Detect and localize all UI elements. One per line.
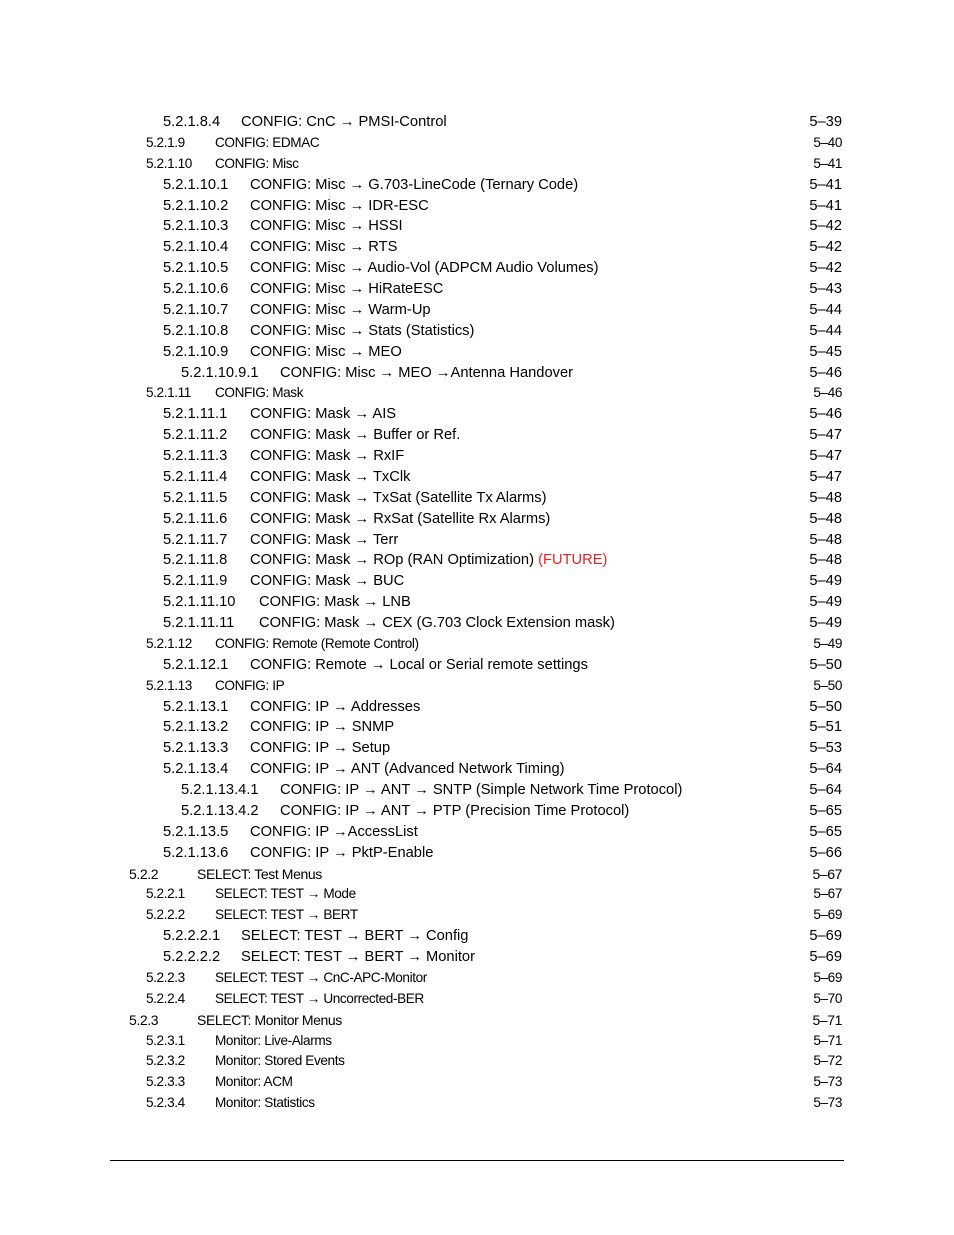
toc-entry[interactable]: [0, 989, 954, 1010]
toc-entry-title: [215, 905, 359, 926]
toc-entry-page: 5–65: [806, 822, 842, 843]
toc-entry-title-text: SELECT: TEST → BERT → Config: [241, 928, 469, 945]
toc-entry-page: 5–51: [806, 717, 842, 738]
toc-entry-page: 5–47: [806, 446, 842, 467]
toc-entry-title: [215, 1093, 316, 1114]
toc-entry-page: 5–67: [806, 864, 842, 885]
toc-entry[interactable]: [0, 175, 954, 196]
toc-entry-title: [215, 676, 285, 697]
toc-entry-title-text: CONFIG: Mask: [215, 385, 304, 401]
toc-entry[interactable]: [0, 216, 954, 237]
toc-entry-title: [250, 759, 566, 780]
toc-entry-number: 5.2.1.11.5: [163, 489, 228, 506]
toc-entry-number: 5.2.1.13.4.2: [181, 802, 259, 819]
toc-entry-title-text: CONFIG: Mask → AIS: [250, 406, 397, 423]
toc-entry-number: 5.2.1.13.4: [163, 761, 229, 778]
toc-entry-title-text: CONFIG: Mask → RxIF: [250, 448, 405, 464]
toc-entry-page: 5–47: [806, 425, 842, 446]
toc-entry-number: 5.2.1.13.1: [163, 698, 229, 715]
toc-entry-page: 5–42: [806, 216, 842, 237]
toc-entry-title-text: CONFIG: Mask → BUC: [250, 573, 405, 590]
toc-entry-title-text: CONFIG: Misc → IDR-ESC: [250, 197, 429, 214]
toc-entry-page: 5–67: [806, 884, 842, 905]
toc-entry-page: 5–70: [806, 989, 842, 1010]
toc-entry-page: 5–46: [806, 383, 842, 404]
toc-entry-title: [250, 237, 398, 258]
toc-entry[interactable]: [0, 697, 954, 718]
toc-entry-title: [215, 968, 428, 989]
toc-entry-page: 5–69: [806, 905, 842, 926]
toc-entry-number: 5.2.1.11.11: [163, 615, 235, 631]
toc-entry[interactable]: [0, 655, 954, 676]
toc-entry-number: 5.2.2.1: [146, 886, 185, 902]
toc-entry-title: [280, 801, 630, 822]
toc-entry-number: 5.2.1.11.7: [163, 531, 228, 548]
toc-entry-page: 5–44: [806, 321, 842, 342]
toc-entry-page: 5–45: [806, 342, 842, 363]
table-of-contents: [0, 112, 954, 1114]
toc-entry-page: 5–46: [806, 363, 842, 384]
toc-entry-title-text: Monitor: Live-Alarms: [215, 1032, 332, 1048]
toc-entry[interactable]: [0, 884, 954, 905]
toc-entry-title: [250, 321, 475, 342]
toc-entry-title: [250, 655, 589, 676]
toc-entry-title: [250, 488, 548, 509]
toc-entry-title-text: CONFIG: Mask → Buffer or Ref.: [250, 427, 461, 444]
toc-entry-title: [215, 1072, 294, 1093]
toc-entry-number: 5.2.1.13: [146, 677, 192, 693]
toc-entry-number: 5.2.2.3: [146, 969, 185, 985]
toc-entry-page: 5–73: [806, 1072, 842, 1093]
toc-entry-title: [250, 738, 391, 759]
toc-entry-title-text: CONFIG: Mask → LNB: [259, 594, 411, 611]
toc-entry[interactable]: [0, 509, 954, 530]
toc-entry-page: 5–66: [806, 843, 842, 864]
toc-entry[interactable]: [0, 425, 954, 446]
toc-entry[interactable]: [0, 968, 954, 989]
toc-entry-title-text: CONFIG: Misc → Stats (Statistics): [250, 322, 475, 339]
toc-entry-page: 5–69: [806, 926, 842, 947]
toc-entry-title: [250, 571, 405, 592]
toc-entry-title-text: CONFIG: IP → Setup: [250, 740, 391, 757]
toc-entry-page: 5–65: [806, 801, 842, 822]
toc-entry[interactable]: [0, 864, 954, 885]
toc-entry-page: 5–41: [806, 196, 842, 217]
toc-entry-title: [250, 446, 405, 467]
toc-entry-number: 5.2.2: [129, 865, 159, 882]
toc-entry-page: 5–46: [806, 404, 842, 425]
toc-entry[interactable]: [0, 258, 954, 279]
toc-entry-title-text: SELECT: TEST → BERT → Monitor: [241, 949, 475, 965]
toc-entry-title: [250, 530, 399, 551]
toc-entry[interactable]: [0, 947, 954, 968]
toc-entry-title: [250, 467, 411, 488]
toc-entry[interactable]: [0, 613, 954, 634]
toc-entry-title-text: CONFIG: Remote (Remote Control): [215, 635, 419, 651]
toc-entry[interactable]: [0, 196, 954, 217]
toc-entry[interactable]: [0, 446, 954, 467]
toc-entry-title: [280, 363, 574, 384]
toc-entry-number: 5.2.1.11.1: [163, 406, 228, 423]
toc-entry-title: [250, 196, 430, 217]
toc-entry[interactable]: [0, 1093, 954, 1114]
toc-entry-title: [250, 697, 421, 718]
toc-entry-title-text: CONFIG: Mask → TxClk: [250, 468, 411, 485]
toc-entry-number: 5.2.1.13.2: [163, 719, 229, 736]
toc-entry-number: 5.2.1.13.6: [163, 844, 229, 861]
toc-entry-page: 5–53: [806, 738, 842, 759]
toc-entry-page: 5–64: [806, 780, 842, 801]
toc-entry-title: [250, 342, 403, 363]
toc-entry-title-text: CONFIG: Misc → MEO: [250, 343, 402, 360]
toc-entry-page: 5–49: [806, 634, 842, 655]
toc-entry-title: [250, 717, 395, 738]
toc-entry-title-text: SELECT: TEST → BERT: [215, 907, 358, 923]
toc-entry[interactable]: [0, 550, 954, 571]
toc-entry-title: [250, 843, 434, 864]
toc-entry-page: 5–42: [806, 237, 842, 258]
toc-entry-title-text: CONFIG: Misc → Audio-Vol (ADPCM Audio Volumes): [250, 260, 599, 277]
toc-entry-page: 5–73: [806, 1093, 842, 1114]
toc-entry-page: 5–39: [806, 112, 842, 133]
toc-entry-number: 5.2.3.2: [146, 1053, 185, 1069]
toc-entry[interactable]: [0, 1031, 954, 1052]
toc-entry-title: [250, 175, 579, 196]
toc-entry-title: [215, 634, 420, 655]
toc-entry-title-text: SELECT: TEST → Mode: [215, 886, 356, 902]
toc-entry-number: 5.2.1.11.8: [163, 552, 228, 569]
toc-entry-number: 5.2.1.13.4.1: [181, 782, 259, 798]
toc-entry[interactable]: [0, 738, 954, 759]
toc-entry-number: 5.2.3.3: [146, 1074, 185, 1090]
toc-entry[interactable]: [0, 676, 954, 697]
toc-entry-number: 5.2.1.10: [146, 155, 192, 171]
toc-entry[interactable]: [0, 383, 954, 404]
toc-entry[interactable]: [0, 843, 954, 864]
toc-entry-title-text: SELECT: Monitor Menus: [197, 1011, 342, 1028]
toc-entry[interactable]: [0, 112, 954, 133]
toc-entry[interactable]: [0, 530, 954, 551]
toc-entry-number: 5.2.1.10.7: [163, 301, 229, 318]
toc-entry-page: 5–49: [806, 571, 842, 592]
toc-entry-title-text: CONFIG: EDMAC: [215, 134, 320, 150]
toc-entry-title: [197, 1010, 343, 1031]
toc-entry-number: 5.2.1.10.3: [163, 218, 229, 235]
toc-entry-number: 5.2.1.11: [146, 385, 191, 401]
toc-entry-number: 5.2.1.11.4: [163, 468, 228, 485]
toc-entry-number: 5.2.1.10.1: [163, 176, 229, 193]
toc-entry-title-text: CONFIG: Misc → HiRateESC: [250, 281, 444, 297]
toc-entry[interactable]: [0, 154, 954, 175]
toc-entry-title-text: SELECT: TEST → CnC-APC-Monitor: [215, 969, 427, 985]
toc-entry-number: 5.2.1.11.9: [163, 573, 228, 590]
toc-entry[interactable]: [0, 321, 954, 342]
toc-entry-title: [280, 780, 683, 801]
toc-entry[interactable]: [0, 467, 954, 488]
toc-entry-title-text: CONFIG: Mask → Terr: [250, 531, 399, 548]
toc-entry-title: [250, 550, 608, 571]
toc-entry-number: 5.2.1.11.2: [163, 427, 228, 444]
toc-entry-page: 5–69: [806, 968, 842, 989]
toc-entry-page: 5–69: [806, 947, 842, 968]
toc-entry[interactable]: [0, 1010, 954, 1031]
toc-entry-title-text: CONFIG: Misc → Warm-Up: [250, 301, 431, 318]
toc-entry-title-text: CONFIG: Misc → HSSI: [250, 218, 403, 235]
toc-entry-page: 5–41: [806, 154, 842, 175]
toc-entry-number: 5.2.1.11.6: [163, 510, 228, 527]
toc-entry-page: 5–50: [806, 676, 842, 697]
toc-entry[interactable]: [0, 1051, 954, 1072]
toc-entry-page: 5–44: [806, 300, 842, 321]
toc-entry-title: [259, 592, 412, 613]
toc-entry-title-text: Monitor: Statistics: [215, 1095, 315, 1111]
toc-entry[interactable]: [0, 237, 954, 258]
toc-entry-page: 5–71: [806, 1031, 842, 1052]
toc-entry-page: 5–71: [806, 1010, 842, 1031]
toc-entry-title-text: CONFIG: IP → PktP-Enable: [250, 844, 434, 861]
toc-entry-title-text: CONFIG: IP →AccessList: [250, 823, 418, 840]
toc-entry-page: 5–48: [806, 530, 842, 551]
toc-entry-number: 5.2.1.12.1: [163, 656, 229, 673]
toc-entry-title: [215, 884, 357, 905]
toc-entry-title-text: CONFIG: Mask → TxSat (Satellite Tx Alarms): [250, 489, 547, 506]
toc-entry-number: 5.2.1.10.2: [163, 197, 229, 214]
toc-entry-number: 5.2.2.2.2: [163, 949, 221, 965]
toc-entry[interactable]: [0, 905, 954, 926]
toc-entry-page: 5–49: [806, 592, 842, 613]
toc-entry-title: [259, 613, 616, 634]
toc-entry-page: 5–50: [806, 655, 842, 676]
toc-entry-title: [250, 216, 404, 237]
toc-entry-title-text: CONFIG: IP → ANT → PTP (Precision Time Protocol): [280, 802, 630, 819]
future-label: (FUTURE): [538, 552, 608, 569]
toc-entry[interactable]: [0, 279, 954, 300]
toc-entry-title-text: CONFIG: Remote → Local or Serial remote settings: [250, 656, 588, 673]
toc-entry-number: 5.2.2.4: [146, 990, 185, 1006]
toc-entry[interactable]: [0, 780, 954, 801]
toc-entry-title-text: SELECT: Test Menus: [197, 865, 322, 882]
toc-entry-page: 5–48: [806, 488, 842, 509]
toc-entry-page: 5–40: [806, 133, 842, 154]
toc-entry-title: [215, 133, 320, 154]
toc-entry-title-text: CONFIG: IP → ANT → SNTP (Simple Network Time Protocol): [280, 782, 683, 798]
toc-entry-page: 5–50: [806, 697, 842, 718]
toc-entry-page: 5–72: [806, 1051, 842, 1072]
toc-entry-number: 5.2.1.11.10: [163, 594, 236, 611]
toc-entry-number: 5.2.2.2.1: [163, 928, 221, 945]
toc-entry-title: [215, 1051, 345, 1072]
toc-entry-number: 5.2.1.11.3: [163, 448, 228, 464]
toc-entry-page: 5–64: [806, 759, 842, 780]
toc-entry-number: 5.2.1.13.3: [163, 740, 229, 757]
toc-entry-title: [250, 509, 551, 530]
toc-entry-number: 5.2.3.4: [146, 1095, 185, 1111]
toc-entry-title-text: CONFIG: CnC → PMSI-Control: [241, 114, 447, 130]
toc-entry-page: 5–43: [806, 279, 842, 300]
toc-entry-page: 5–41: [806, 175, 842, 196]
toc-entry-title-text: CONFIG: IP → SNMP: [250, 719, 395, 736]
toc-entry-number: 5.2.1.9: [146, 134, 185, 150]
toc-entry-page: 5–48: [806, 509, 842, 530]
toc-entry-title: [215, 383, 304, 404]
toc-entry-title-text: CONFIG: IP: [215, 677, 285, 693]
toc-entry-title-text: CONFIG: Mask → CEX (G.703 Clock Extension mask): [259, 615, 615, 631]
toc-entry[interactable]: [0, 801, 954, 822]
toc-entry-title: [215, 154, 300, 175]
toc-entry-title: [215, 1031, 333, 1052]
toc-entry-number: 5.2.1.10.5: [163, 260, 229, 277]
toc-entry-title: [250, 425, 461, 446]
toc-entry-title: [215, 989, 425, 1010]
toc-entry-title-text: Monitor: ACM: [215, 1074, 293, 1090]
toc-entry[interactable]: [0, 1072, 954, 1093]
toc-entry-title-text: SELECT: TEST → Uncorrected-BER: [215, 990, 424, 1006]
toc-entry[interactable]: [0, 300, 954, 321]
toc-entry[interactable]: [0, 717, 954, 738]
toc-entry-title-text: CONFIG: Misc → RTS: [250, 239, 398, 256]
toc-entry-title: [250, 300, 432, 321]
toc-entry[interactable]: [0, 363, 954, 384]
toc-entry-page: 5–48: [806, 550, 842, 571]
toc-entry[interactable]: [0, 133, 954, 154]
toc-entry-title: [250, 258, 600, 279]
toc-entry[interactable]: [0, 592, 954, 613]
toc-entry-title: [197, 864, 323, 885]
toc-entry-number: 5.2.2.2: [146, 907, 185, 923]
toc-entry[interactable]: [0, 404, 954, 425]
toc-entry-title-text: CONFIG: Misc: [215, 155, 299, 171]
toc-entry-number: 5.2.1.10.6: [163, 281, 229, 297]
toc-entry-title-text: Monitor: Stored Events: [215, 1053, 345, 1069]
toc-entry-number: 5.2.3.1: [146, 1032, 185, 1048]
toc-entry-number: 5.2.1.8.4: [163, 114, 221, 130]
toc-entry-page: 5–49: [806, 613, 842, 634]
toc-entry[interactable]: [0, 759, 954, 780]
toc-entry-title: [250, 279, 444, 300]
toc-entry-title-text: CONFIG: IP → ANT (Advanced Network Timing): [250, 761, 565, 778]
toc-entry-title: [241, 947, 476, 968]
toc-entry[interactable]: [0, 926, 954, 947]
toc-entry[interactable]: [0, 488, 954, 509]
toc-entry-title-text: CONFIG: Mask → RxSat (Satellite Rx Alarms): [250, 510, 551, 527]
toc-entry-page: 5–42: [806, 258, 842, 279]
toc-entry-number: 5.2.1.10.8: [163, 322, 229, 339]
toc-entry-number: 5.2.1.10.9: [163, 343, 229, 360]
toc-entry-number: 5.2.1.13.5: [163, 823, 229, 840]
toc-entry[interactable]: [0, 822, 954, 843]
toc-entry-title: [250, 404, 397, 425]
toc-entry-number: 5.2.3: [129, 1011, 159, 1028]
toc-entry[interactable]: [0, 571, 954, 592]
toc-entry-title-text: CONFIG: Misc → G.703-LineCode (Ternary Code): [250, 176, 579, 193]
toc-entry[interactable]: [0, 342, 954, 363]
toc-entry-number: 5.2.1.10.9.1: [181, 364, 259, 381]
toc-entry-number: 5.2.1.12: [146, 635, 192, 651]
toc-entry-title-text: CONFIG: Mask → ROp (RAN Optimization): [250, 552, 534, 569]
toc-entry-title: [241, 926, 469, 947]
footer-rule: [110, 1160, 844, 1161]
toc-entry-number: 5.2.1.10.4: [163, 239, 229, 256]
toc-entry-title: [241, 112, 448, 133]
toc-entry-page: 5–47: [806, 467, 842, 488]
toc-entry-title-text: CONFIG: Misc → MEO →Antenna Handover: [280, 364, 574, 381]
toc-entry-title: [250, 822, 419, 843]
toc-entry-title-text: CONFIG: IP → Addresses: [250, 698, 421, 715]
toc-entry[interactable]: [0, 634, 954, 655]
